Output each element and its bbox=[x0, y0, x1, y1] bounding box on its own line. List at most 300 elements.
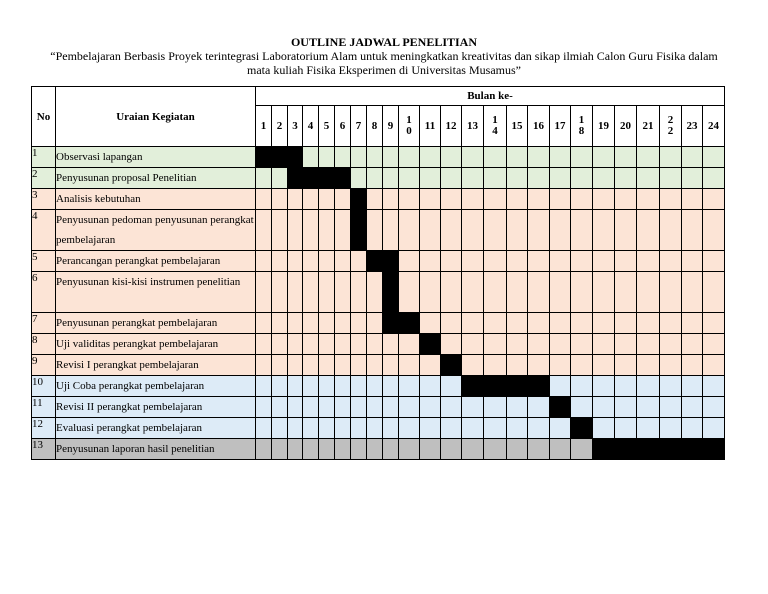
month-header-16: 16 bbox=[528, 106, 550, 147]
schedule-cell bbox=[288, 418, 303, 439]
schedule-cell bbox=[319, 439, 335, 460]
schedule-bar-cell bbox=[288, 147, 303, 168]
schedule-cell bbox=[637, 397, 660, 418]
schedule-cell bbox=[319, 251, 335, 272]
schedule-cell bbox=[462, 355, 484, 376]
schedule-cell bbox=[507, 272, 528, 313]
schedule-cell bbox=[660, 168, 682, 189]
schedule-cell bbox=[462, 418, 484, 439]
activity-label: Revisi II perangkat pembelajaran bbox=[56, 397, 256, 418]
schedule-cell bbox=[703, 272, 725, 313]
schedule-cell bbox=[637, 147, 660, 168]
schedule-cell bbox=[507, 189, 528, 210]
schedule-cell bbox=[420, 168, 441, 189]
schedule-cell bbox=[441, 147, 462, 168]
schedule-cell bbox=[441, 334, 462, 355]
schedule-cell bbox=[288, 272, 303, 313]
table-row bbox=[32, 334, 725, 355]
schedule-bar-cell bbox=[351, 189, 367, 210]
month-header-13: 13 bbox=[462, 106, 484, 147]
schedule-cell bbox=[383, 397, 399, 418]
row-number: 10 bbox=[32, 376, 56, 397]
schedule-cell bbox=[615, 251, 637, 272]
schedule-cell bbox=[593, 376, 615, 397]
schedule-cell bbox=[367, 376, 383, 397]
schedule-bar-cell bbox=[272, 147, 288, 168]
activity-label: Revisi I perangkat pembelajaran bbox=[56, 355, 256, 376]
schedule-cell bbox=[507, 147, 528, 168]
schedule-cell bbox=[399, 439, 420, 460]
schedule-cell bbox=[593, 272, 615, 313]
schedule-cell bbox=[593, 189, 615, 210]
schedule-cell bbox=[399, 397, 420, 418]
schedule-cell bbox=[441, 439, 462, 460]
month-header-8: 8 bbox=[367, 106, 383, 147]
schedule-bar-cell bbox=[528, 376, 550, 397]
table-row bbox=[32, 355, 725, 376]
schedule-cell bbox=[319, 147, 335, 168]
schedule-cell bbox=[399, 355, 420, 376]
schedule-cell bbox=[420, 355, 441, 376]
schedule-cell bbox=[550, 355, 571, 376]
schedule-cell bbox=[484, 189, 507, 210]
month-header-23: 23 bbox=[682, 106, 703, 147]
schedule-cell bbox=[507, 168, 528, 189]
schedule-cell bbox=[484, 210, 507, 251]
row-number: 12 bbox=[32, 418, 56, 439]
row-number: 13 bbox=[32, 439, 56, 460]
schedule-cell bbox=[303, 210, 319, 251]
schedule-cell bbox=[703, 397, 725, 418]
schedule-cell bbox=[399, 418, 420, 439]
schedule-cell bbox=[593, 418, 615, 439]
schedule-cell bbox=[367, 397, 383, 418]
schedule-cell bbox=[441, 251, 462, 272]
schedule-cell bbox=[571, 397, 593, 418]
schedule-cell bbox=[272, 355, 288, 376]
schedule-cell bbox=[319, 334, 335, 355]
schedule-cell bbox=[383, 210, 399, 251]
schedule-cell bbox=[303, 397, 319, 418]
schedule-cell bbox=[528, 334, 550, 355]
schedule-cell bbox=[288, 355, 303, 376]
schedule-cell bbox=[484, 355, 507, 376]
schedule-cell bbox=[383, 355, 399, 376]
row-number: 11 bbox=[32, 397, 56, 418]
schedule-cell bbox=[637, 313, 660, 334]
schedule-cell bbox=[367, 210, 383, 251]
schedule-cell bbox=[528, 147, 550, 168]
schedule-cell bbox=[256, 334, 272, 355]
schedule-cell bbox=[682, 168, 703, 189]
schedule-bar-cell bbox=[682, 439, 703, 460]
schedule-cell bbox=[484, 418, 507, 439]
schedule-cell bbox=[507, 355, 528, 376]
schedule-cell bbox=[462, 272, 484, 313]
schedule-bar-cell bbox=[637, 439, 660, 460]
month-header-18: 1 8 bbox=[571, 106, 593, 147]
schedule-cell bbox=[550, 210, 571, 251]
schedule-cell bbox=[507, 439, 528, 460]
schedule-cell bbox=[351, 355, 367, 376]
schedule-cell bbox=[593, 313, 615, 334]
schedule-cell bbox=[593, 251, 615, 272]
row-number: 8 bbox=[32, 334, 56, 355]
schedule-bar-cell bbox=[319, 168, 335, 189]
schedule-cell bbox=[462, 251, 484, 272]
schedule-cell bbox=[571, 334, 593, 355]
schedule-cell bbox=[703, 189, 725, 210]
schedule-cell bbox=[571, 147, 593, 168]
schedule-cell bbox=[335, 189, 351, 210]
schedule-cell bbox=[399, 376, 420, 397]
activity-label: Penyusunan laporan hasil penelitian bbox=[56, 439, 256, 460]
schedule-cell bbox=[615, 210, 637, 251]
row-number: 3 bbox=[32, 189, 56, 210]
schedule-cell bbox=[593, 147, 615, 168]
schedule-cell bbox=[303, 355, 319, 376]
schedule-cell bbox=[351, 251, 367, 272]
activity-label: Penyusunan kisi-kisi instrumen penelitian bbox=[56, 272, 256, 313]
schedule-bar-cell bbox=[484, 376, 507, 397]
schedule-cell bbox=[660, 334, 682, 355]
schedule-cell bbox=[272, 376, 288, 397]
row-number: 4 bbox=[32, 210, 56, 251]
schedule-cell bbox=[637, 251, 660, 272]
schedule-cell bbox=[593, 334, 615, 355]
schedule-cell bbox=[288, 334, 303, 355]
schedule-cell bbox=[571, 168, 593, 189]
schedule-cell bbox=[441, 272, 462, 313]
schedule-cell bbox=[593, 210, 615, 251]
activity-label: Evaluasi perangkat pembelajaran bbox=[56, 418, 256, 439]
schedule-cell bbox=[528, 418, 550, 439]
schedule-cell bbox=[528, 168, 550, 189]
schedule-cell bbox=[660, 313, 682, 334]
schedule-cell bbox=[484, 397, 507, 418]
schedule-cell bbox=[288, 376, 303, 397]
schedule-cell bbox=[319, 272, 335, 313]
schedule-cell bbox=[571, 189, 593, 210]
schedule-cell bbox=[682, 210, 703, 251]
schedule-cell bbox=[420, 147, 441, 168]
schedule-cell bbox=[507, 334, 528, 355]
schedule-cell bbox=[507, 397, 528, 418]
schedule-cell bbox=[703, 418, 725, 439]
schedule-cell bbox=[351, 147, 367, 168]
schedule-cell bbox=[660, 210, 682, 251]
schedule-cell bbox=[615, 376, 637, 397]
schedule-cell bbox=[319, 418, 335, 439]
month-header-1: 1 bbox=[256, 106, 272, 147]
schedule-cell bbox=[367, 168, 383, 189]
schedule-bar-cell bbox=[335, 168, 351, 189]
schedule-cell bbox=[615, 334, 637, 355]
schedule-cell bbox=[550, 189, 571, 210]
schedule-cell bbox=[256, 418, 272, 439]
month-header-10: 1 0 bbox=[399, 106, 420, 147]
schedule-cell bbox=[303, 251, 319, 272]
schedule-cell bbox=[571, 272, 593, 313]
month-header-2: 2 bbox=[272, 106, 288, 147]
schedule-cell bbox=[335, 313, 351, 334]
table-row bbox=[32, 168, 725, 189]
schedule-cell bbox=[288, 189, 303, 210]
schedule-cell bbox=[660, 272, 682, 313]
schedule-cell bbox=[593, 397, 615, 418]
schedule-cell bbox=[420, 210, 441, 251]
schedule-cell bbox=[484, 439, 507, 460]
schedule-cell bbox=[441, 210, 462, 251]
activity-label: Observasi lapangan bbox=[56, 147, 256, 168]
schedule-bar-cell bbox=[703, 439, 725, 460]
schedule-bar-cell bbox=[462, 376, 484, 397]
schedule-cell bbox=[383, 439, 399, 460]
table-row bbox=[32, 313, 725, 334]
schedule-cell bbox=[288, 439, 303, 460]
schedule-cell bbox=[528, 251, 550, 272]
schedule-bar-cell bbox=[507, 376, 528, 397]
schedule-cell bbox=[319, 189, 335, 210]
schedule-cell bbox=[272, 313, 288, 334]
schedule-cell bbox=[571, 210, 593, 251]
schedule-cell bbox=[441, 313, 462, 334]
schedule-cell bbox=[441, 397, 462, 418]
schedule-cell bbox=[550, 376, 571, 397]
schedule-cell bbox=[571, 439, 593, 460]
schedule-cell bbox=[335, 334, 351, 355]
schedule-bar-cell bbox=[550, 397, 571, 418]
schedule-cell bbox=[399, 272, 420, 313]
schedule-cell bbox=[637, 189, 660, 210]
schedule-cell bbox=[420, 397, 441, 418]
schedule-cell bbox=[367, 272, 383, 313]
schedule-cell bbox=[703, 355, 725, 376]
schedule-bar-cell bbox=[351, 210, 367, 251]
schedule-cell bbox=[256, 251, 272, 272]
schedule-cell bbox=[383, 418, 399, 439]
schedule-table bbox=[31, 86, 725, 460]
schedule-cell bbox=[256, 313, 272, 334]
schedule-cell bbox=[615, 418, 637, 439]
schedule-cell bbox=[682, 334, 703, 355]
schedule-cell bbox=[351, 397, 367, 418]
table-row bbox=[32, 272, 725, 313]
activity-label: Penyusunan perangkat pembelajaran bbox=[56, 313, 256, 334]
schedule-cell bbox=[571, 251, 593, 272]
schedule-cell bbox=[303, 189, 319, 210]
schedule-cell bbox=[367, 313, 383, 334]
schedule-cell bbox=[319, 313, 335, 334]
schedule-cell bbox=[441, 168, 462, 189]
row-number: 6 bbox=[32, 272, 56, 313]
schedule-cell bbox=[272, 439, 288, 460]
schedule-cell bbox=[256, 397, 272, 418]
schedule-cell bbox=[550, 334, 571, 355]
schedule-cell bbox=[335, 251, 351, 272]
schedule-cell bbox=[272, 418, 288, 439]
schedule-cell bbox=[288, 251, 303, 272]
schedule-bar-cell bbox=[383, 313, 399, 334]
schedule-cell bbox=[351, 418, 367, 439]
schedule-cell bbox=[256, 168, 272, 189]
schedule-cell bbox=[615, 397, 637, 418]
schedule-cell bbox=[367, 189, 383, 210]
schedule-cell bbox=[335, 272, 351, 313]
schedule-cell bbox=[272, 272, 288, 313]
schedule-bar-cell bbox=[420, 334, 441, 355]
schedule-cell bbox=[550, 168, 571, 189]
row-number: 7 bbox=[32, 313, 56, 334]
month-header-3: 3 bbox=[288, 106, 303, 147]
schedule-cell bbox=[383, 147, 399, 168]
schedule-cell bbox=[507, 251, 528, 272]
schedule-cell bbox=[288, 397, 303, 418]
schedule-cell bbox=[484, 272, 507, 313]
schedule-cell bbox=[441, 418, 462, 439]
schedule-cell bbox=[615, 147, 637, 168]
schedule-bar-cell bbox=[660, 439, 682, 460]
schedule-cell bbox=[351, 334, 367, 355]
month-header-4: 4 bbox=[303, 106, 319, 147]
month-header-21: 21 bbox=[637, 106, 660, 147]
schedule-cell bbox=[682, 272, 703, 313]
schedule-cell bbox=[351, 313, 367, 334]
schedule-cell bbox=[550, 272, 571, 313]
document-title: OUTLINE JADWAL PENELITIAN bbox=[290, 35, 478, 49]
schedule-cell bbox=[462, 147, 484, 168]
table-row bbox=[32, 189, 725, 210]
schedule-cell bbox=[272, 168, 288, 189]
month-header-15: 15 bbox=[507, 106, 528, 147]
schedule-cell bbox=[550, 313, 571, 334]
schedule-cell bbox=[703, 376, 725, 397]
schedule-cell bbox=[399, 334, 420, 355]
schedule-cell bbox=[615, 313, 637, 334]
schedule-cell bbox=[319, 355, 335, 376]
schedule-cell bbox=[351, 168, 367, 189]
month-header-14: 1 4 bbox=[484, 106, 507, 147]
schedule-cell bbox=[420, 189, 441, 210]
schedule-cell bbox=[637, 376, 660, 397]
schedule-cell bbox=[682, 418, 703, 439]
schedule-bar-cell bbox=[303, 168, 319, 189]
schedule-cell bbox=[367, 147, 383, 168]
schedule-cell bbox=[420, 272, 441, 313]
schedule-cell bbox=[507, 210, 528, 251]
schedule-cell bbox=[272, 189, 288, 210]
schedule-cell bbox=[507, 313, 528, 334]
schedule-cell bbox=[335, 355, 351, 376]
schedule-cell bbox=[593, 168, 615, 189]
schedule-cell bbox=[462, 439, 484, 460]
schedule-cell bbox=[528, 210, 550, 251]
schedule-cell bbox=[256, 210, 272, 251]
schedule-cell bbox=[367, 334, 383, 355]
schedule-cell bbox=[571, 376, 593, 397]
schedule-cell bbox=[272, 251, 288, 272]
schedule-cell bbox=[288, 313, 303, 334]
schedule-cell bbox=[637, 272, 660, 313]
schedule-cell bbox=[256, 272, 272, 313]
schedule-cell bbox=[703, 210, 725, 251]
schedule-cell bbox=[682, 251, 703, 272]
schedule-cell bbox=[615, 355, 637, 376]
schedule-cell bbox=[528, 355, 550, 376]
header-activity: Uraian Kegiatan bbox=[56, 87, 256, 147]
schedule-cell bbox=[303, 334, 319, 355]
schedule-bar-cell bbox=[441, 355, 462, 376]
schedule-cell bbox=[637, 334, 660, 355]
schedule-cell bbox=[367, 439, 383, 460]
schedule-cell bbox=[420, 313, 441, 334]
schedule-cell bbox=[528, 439, 550, 460]
document-subtitle: “Pembelajaran Berbasis Proyek terintegrasi Laboratorium Alam untuk meningkatkan kreativitas dan sikap ilmiah Calon Guru Fisika dalam mata kuliah Fisika Eksperimen di Universitas Musamus” bbox=[50, 49, 718, 77]
schedule-cell bbox=[383, 334, 399, 355]
schedule-cell bbox=[383, 168, 399, 189]
schedule-cell bbox=[420, 376, 441, 397]
schedule-bar-cell bbox=[399, 313, 420, 334]
month-header-24: 24 bbox=[703, 106, 725, 147]
schedule-cell bbox=[399, 210, 420, 251]
schedule-cell bbox=[351, 439, 367, 460]
schedule-cell bbox=[420, 439, 441, 460]
activity-label: Perancangan perangkat pembelajaran bbox=[56, 251, 256, 272]
schedule-cell bbox=[256, 355, 272, 376]
schedule-cell bbox=[682, 147, 703, 168]
schedule-cell bbox=[256, 439, 272, 460]
table-row bbox=[32, 147, 725, 168]
schedule-cell bbox=[462, 313, 484, 334]
header-no: No bbox=[32, 87, 56, 147]
row-number: 9 bbox=[32, 355, 56, 376]
schedule-cell bbox=[571, 313, 593, 334]
schedule-cell bbox=[637, 355, 660, 376]
month-header-22: 2 2 bbox=[660, 106, 682, 147]
table-row bbox=[32, 439, 725, 460]
schedule-cell bbox=[682, 189, 703, 210]
schedule-cell bbox=[703, 168, 725, 189]
schedule-cell bbox=[615, 168, 637, 189]
schedule-bar-cell bbox=[383, 272, 399, 313]
table-row bbox=[32, 397, 725, 418]
schedule-cell bbox=[682, 355, 703, 376]
schedule-cell bbox=[303, 147, 319, 168]
month-header-11: 11 bbox=[420, 106, 441, 147]
schedule-cell bbox=[319, 376, 335, 397]
schedule-bar-cell bbox=[571, 418, 593, 439]
schedule-cell bbox=[703, 313, 725, 334]
schedule-cell bbox=[615, 272, 637, 313]
table-row bbox=[32, 251, 725, 272]
schedule-cell bbox=[703, 334, 725, 355]
schedule-cell bbox=[528, 189, 550, 210]
schedule-cell bbox=[637, 210, 660, 251]
schedule-bar-cell bbox=[288, 168, 303, 189]
schedule-bar-cell bbox=[593, 439, 615, 460]
activity-label: Analisis kebutuhan bbox=[56, 189, 256, 210]
schedule-cell bbox=[303, 418, 319, 439]
schedule-cell bbox=[303, 313, 319, 334]
schedule-cell bbox=[441, 189, 462, 210]
schedule-cell bbox=[593, 355, 615, 376]
schedule-cell bbox=[319, 397, 335, 418]
schedule-cell bbox=[660, 251, 682, 272]
row-number: 5 bbox=[32, 251, 56, 272]
schedule-cell bbox=[462, 334, 484, 355]
schedule-cell bbox=[484, 168, 507, 189]
schedule-cell bbox=[462, 397, 484, 418]
